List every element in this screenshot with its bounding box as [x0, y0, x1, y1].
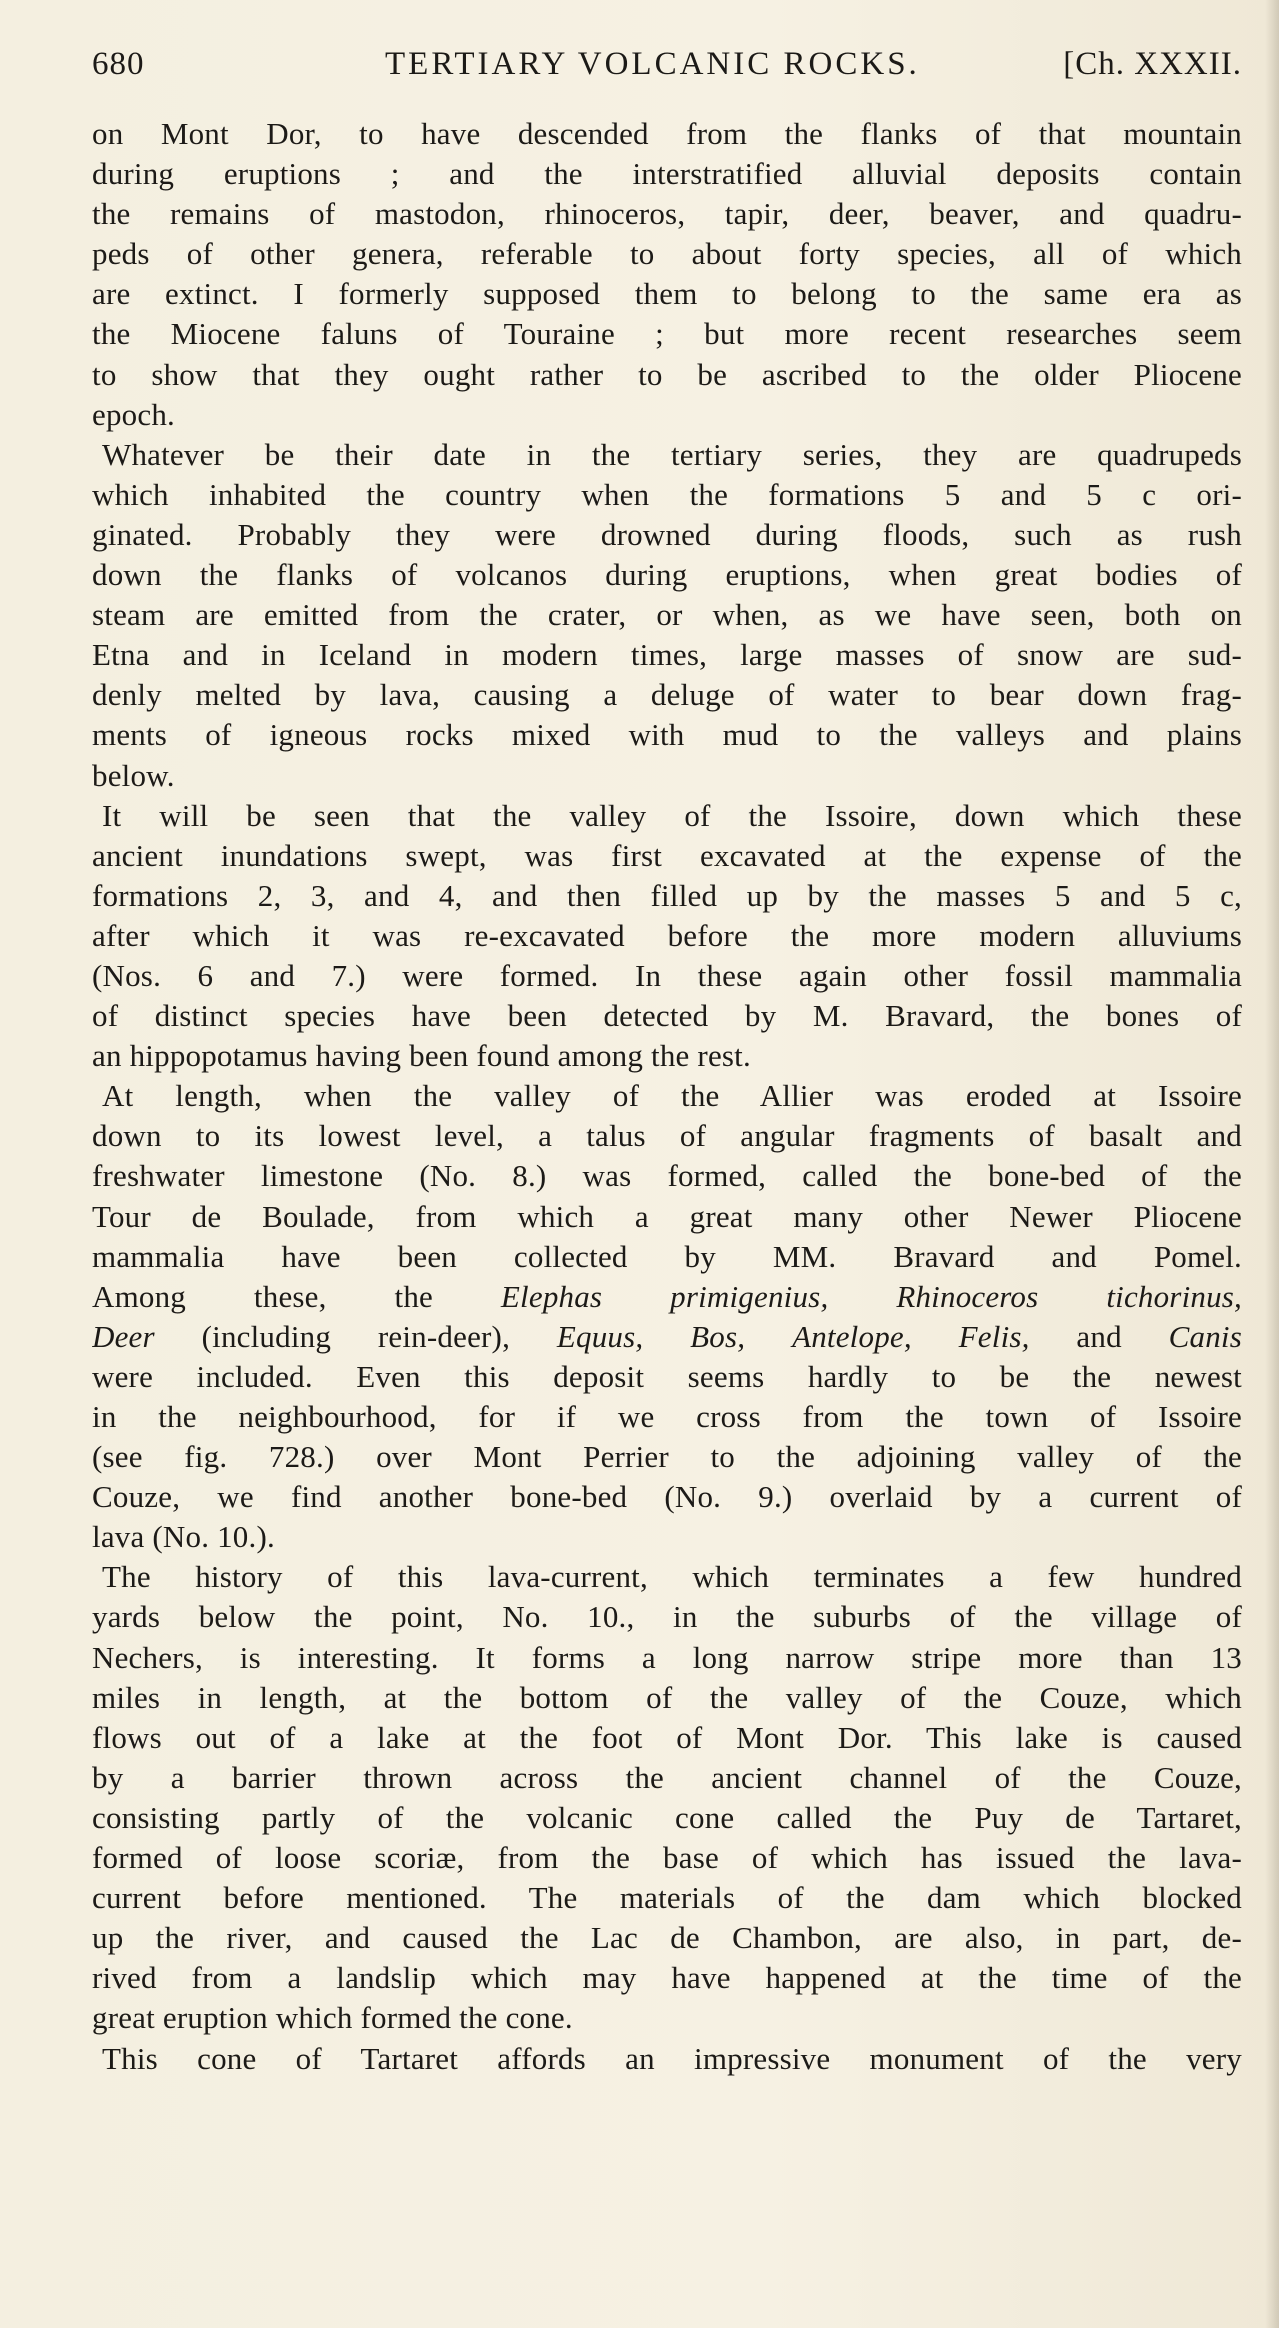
text-line: ancient inundations swept, was first excavated at the expense of the [92, 837, 1242, 873]
chapter-reference: [Ch. XXXII. [1063, 46, 1242, 82]
text-line: freshwater limestone (No. 8.) was formed, called the bone-bed of the [92, 1158, 1242, 1194]
page-edge-shadow [1265, 0, 1279, 2328]
text-line: during eruptions ; and the interstratified alluvial deposits contain [92, 156, 1242, 192]
text-line: Tour de Boulade, from which a great many other Newer Pliocene [92, 1198, 1242, 1234]
text-line: Whatever be their date in the tertiary series, they are quadrupeds [102, 436, 1242, 472]
text-line: which inhabited the country when the formations 5 and 5 c ori- [92, 476, 1242, 512]
text-line: flows out of a lake at the foot of Mont Dor. This lake is caused [92, 1719, 1242, 1755]
text-line: rived from a landslip which may have happened at the time of the [92, 1960, 1242, 1996]
text-line: down to its lowest level, a talus of angular fragments of basalt and [92, 1118, 1242, 1154]
text-line: are extinct. I formerly supposed them to belong to the same era as [92, 276, 1242, 312]
text-line: to show that they ought rather to be ascribed to the older Pliocene [92, 356, 1242, 392]
text-line: Etna and in Iceland in modern times, large masses of snow are sud- [92, 637, 1242, 673]
body-text [92, 114, 1242, 2079]
text-line: mammalia have been collected by MM. Bravard and Pomel. [92, 1238, 1242, 1274]
text-line: Among these, the Elephas primigenius, Rhinoceros tichorinus, [92, 1278, 1242, 1314]
text-line: formed of loose scoriæ, from the base of which has issued the lava- [92, 1840, 1242, 1876]
text-line: down the flanks of volcanos during eruptions, when great bodies of [92, 557, 1242, 593]
text-line: the remains of mastodon, rhinoceros, tapir, deer, beaver, and quadru- [92, 196, 1242, 232]
text-line: It will be seen that the valley of the Issoire, down which these [102, 797, 1242, 833]
text-line: At length, when the valley of the Allier was eroded at Issoire [102, 1078, 1242, 1114]
text-line: (see fig. 728.) over Mont Perrier to the adjoining valley of the [92, 1439, 1242, 1475]
text-line: after which it was re-excavated before the more modern alluviums [92, 917, 1242, 953]
text-line: below. [92, 757, 175, 793]
text-line: current before mentioned. The materials of the dam which blocked [92, 1880, 1242, 1916]
text-line: by a barrier thrown across the ancient channel of the Couze, [92, 1759, 1242, 1795]
text-line: ginated. Probably they were drowned during floods, such as rush [92, 516, 1242, 552]
text-line: miles in length, at the bottom of the valley of the Couze, which [92, 1679, 1242, 1715]
running-header [92, 46, 1242, 86]
text-line: ments of igneous rocks mixed with mud to the valleys and plains [92, 717, 1242, 753]
page-number: 680 [92, 46, 145, 82]
text-line: (Nos. 6 and 7.) were formed. In these again other fossil mammalia [92, 957, 1242, 993]
text-line: steam are emitted from the crater, or when, as we have seen, both on [92, 597, 1242, 633]
text-line: The history of this lava-current, which terminates a few hundred [102, 1559, 1242, 1595]
text-line: This cone of Tartaret affords an impressive monument of the very [102, 2040, 1242, 2076]
text-line: yards below the point, No. 10., in the suburbs of the village of [92, 1599, 1242, 1635]
text-line: Couze, we find another bone-bed (No. 9.) overlaid by a current of [92, 1479, 1242, 1515]
text-line: in the neighbourhood, for if we cross from the town of Issoire [92, 1399, 1242, 1434]
text-line: epoch. [92, 396, 175, 432]
text-line: lava (No. 10.). [92, 1519, 275, 1555]
text-line: up the river, and caused the Lac de Chambon, are also, in part, de- [92, 1920, 1242, 1956]
text-line: great eruption which formed the cone. [92, 2000, 573, 2036]
text-line: of distinct species have been detected by M. Bravard, the bones of [92, 998, 1242, 1034]
text-line: peds of other genera, referable to about forty species, all of which [92, 236, 1242, 272]
text-line: on Mont Dor, to have descended from the flanks of that mountain [92, 116, 1242, 151]
text-line: consisting partly of the volcanic cone called the Puy de Tartaret, [92, 1799, 1242, 1835]
text-line: were included. Even this deposit seems hardly to be the newest [92, 1358, 1242, 1394]
text-line: Deer (including rein-deer), Equus, Bos, Antelope, Felis, and Canis [92, 1318, 1242, 1354]
running-title: TERTIARY VOLCANIC ROCKS. [385, 46, 920, 82]
text-line: formations 2, 3, and 4, and then filled up by the masses 5 and 5 c, [92, 877, 1242, 913]
text-line: the Miocene faluns of Touraine ; but more recent researches seem [92, 316, 1242, 352]
text-line: an hippopotamus having been found among the rest. [92, 1038, 751, 1074]
text-line: Nechers, is interesting. It forms a long narrow stripe more than 13 [92, 1639, 1242, 1675]
text-line: denly melted by lava, causing a deluge of water to bear down frag- [92, 677, 1242, 713]
